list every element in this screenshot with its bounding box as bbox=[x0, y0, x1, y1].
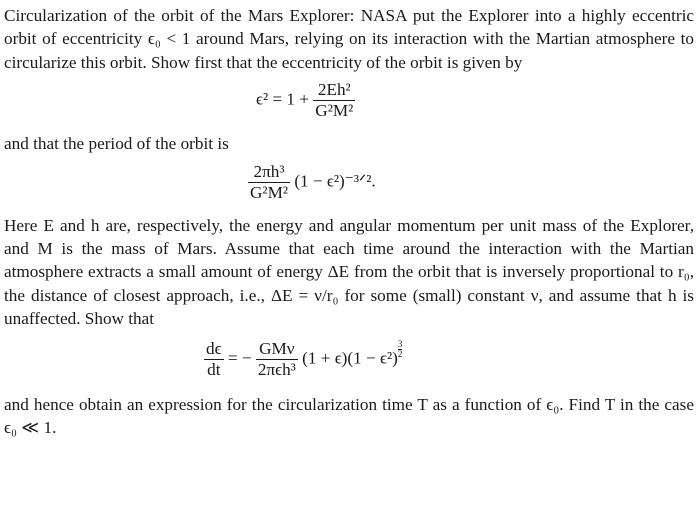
eq1-denominator: G²M² bbox=[315, 101, 354, 121]
eq3-exponent-numerator: 3 bbox=[397, 339, 403, 350]
eq3-numerator: GMν bbox=[256, 339, 298, 360]
eq3-tail: (1 + ϵ)(1 − ϵ²) bbox=[302, 348, 398, 368]
equation-period bbox=[4, 156, 694, 214]
eq3-lhs-fraction bbox=[204, 339, 224, 380]
equation-eccentricity bbox=[4, 74, 694, 132]
eq2-denominator: G²M² bbox=[250, 182, 289, 202]
equation-rate bbox=[4, 331, 694, 393]
paragraph-conclusion: and hence obtain an expression for the circularization time T as a function of ϵ₀. Find T in the case ϵ₀ ≪ 1. bbox=[4, 394, 694, 438]
eq3-middle: = − bbox=[227, 348, 252, 368]
eq1-numerator: 2Eh² bbox=[313, 80, 355, 101]
eq3-exponent bbox=[398, 340, 403, 359]
eq2-tail: (1 − ϵ²)⁻³ᐟ². bbox=[294, 171, 376, 191]
eq3-exponent-denominator: 2 bbox=[397, 349, 403, 360]
eq3-fraction bbox=[256, 339, 298, 380]
problem-text bbox=[4, 4, 694, 439]
eq2-numerator: 2πh³ bbox=[248, 162, 290, 183]
paragraph-assumptions: Here E and h are, respectively, the energy and angular momentum per unit mass of the Explorer, and M is the mass of Mars. Assume that each time around the interaction with the Martian atmosphere extracts a small amount of energy ΔE from the orbit that is inversely proportional to r₀, the distance of closest approach, i.e., ΔE = ν/r₀ for some (small) constant ν, and assume that h is unaffected. Show that bbox=[4, 215, 694, 329]
eq1-fraction bbox=[313, 80, 355, 121]
eq3-lhs-numerator: dϵ bbox=[206, 338, 222, 358]
paragraph-intro: Circularization of the orbit of the Mars Explorer: NASA put the Explorer into a highly eccentric orbit of eccentricity ϵ₀ < 1 around Mars, relying on its interaction with the Martian atmosphere to circularize this orbit. Show first that the eccentricity of the orbit is given by bbox=[4, 6, 694, 72]
eq2-fraction bbox=[248, 162, 290, 203]
eq3-lhs-denominator: dt bbox=[207, 359, 221, 379]
eq1-lhs: ϵ² = 1 + bbox=[256, 89, 309, 109]
paragraph-period: and that the period of the orbit is bbox=[4, 134, 229, 154]
eq3-denominator: 2πϵh³ bbox=[257, 359, 296, 379]
